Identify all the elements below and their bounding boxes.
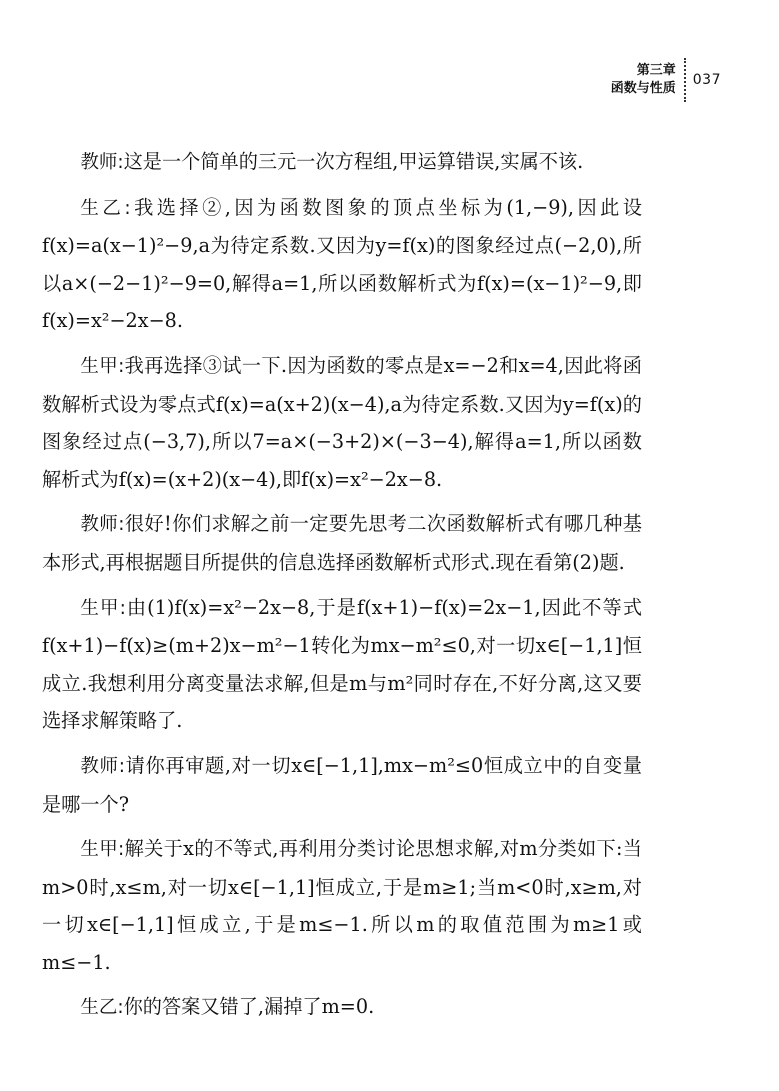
paragraph-text: 很好!你们求解之前一定要先思考二次函数解析式有哪几种基本形式,再根据题目所提供的信息选择函数解析式形式.现在看第(2)题. [42, 512, 642, 574]
dialogue-paragraph [42, 143, 642, 182]
dialogue-paragraph [42, 830, 642, 981]
dialogue-paragraph [42, 505, 642, 581]
chapter-label: 第三章 [636, 63, 676, 78]
paragraph-text: 由(1)f(x)=x²−2x−8,于是f(x+1)−f(x)=2x−1,因此不等式f(x+1)−f(x)≥(m+2)x−m²−1转化为mx−m²≤0,对一切x∈[−1,1]恒成立.我想利用分离变量法求解,但是m与m²同时存在,不好分离,这又要选择求解策略了. [42, 595, 643, 733]
speaker-label: 生甲: [80, 597, 126, 619]
paragraph-text: 这是一个简单的三元一次方程组,甲运算错误,实属不该. [123, 150, 584, 173]
speaker-label: 教师: [80, 755, 125, 777]
speaker-label: 生乙: [80, 197, 131, 219]
speaker-label: 教师: [80, 514, 125, 536]
speaker-label: 教师: [80, 152, 124, 173]
speaker-label: 生乙: [80, 997, 124, 1019]
dialogue-paragraph [42, 347, 642, 498]
page-number: 037 [692, 72, 721, 88]
dialogue-paragraph [42, 747, 642, 823]
paragraph-text: 解关于x的不等式,再利用分类讨论思想求解,对m分类如下:当m>0时,x≤m,对一切x∈[−1,1]恒成立,于是m≥1;当m<0时,x≥m,对一切x∈[−1,1]恒成立,于是m≤−1.所以m的取值范围为m≥1或m≤−1. [42, 837, 642, 974]
dialogue-paragraph [42, 988, 642, 1027]
dialogue-paragraph [42, 189, 642, 340]
speaker-label: 生甲: [80, 355, 125, 377]
section-title: 函数与性质 [610, 81, 676, 96]
paragraph-text: 我再选择③试一下.因为函数的零点是x=−2和x=4,因此将函数解析式设为零点式f(x)=a(x+2)(x−4),a为待定系数.又因为y=f(x)的图象经过点(−3,7),所以7=a×(−3+2)×(−3−4),解得a=1,所以函数解析式为f(x)=(x+2)(x−4),即f(x)=x²−2x−8. [42, 353, 642, 491]
speaker-label: 生甲: [80, 839, 125, 861]
dialogue-paragraph [42, 589, 642, 740]
paragraph-text: 请你再审题,对一切x∈[−1,1],mx−m²≤0恒成立中的自变量是哪一个? [42, 753, 642, 816]
paragraph-text: 你的答案又错了,漏掉了m=0. [123, 995, 375, 1019]
page-body [42, 143, 642, 1027]
header-titles [611, 62, 684, 98]
running-header [611, 58, 721, 102]
paragraph-text: 我选择②,因为函数图象的顶点坐标为(1,−9),因此设f(x)=a(x−1)²−9,a为待定系数.又因为y=f(x)的图象经过点(−2,0),所以a×(−2−1)²−9=0,解得a=1,所以函数解析式为f(x)=(x−1)²−9,即f(x)=x²−2x−8. [42, 195, 643, 333]
